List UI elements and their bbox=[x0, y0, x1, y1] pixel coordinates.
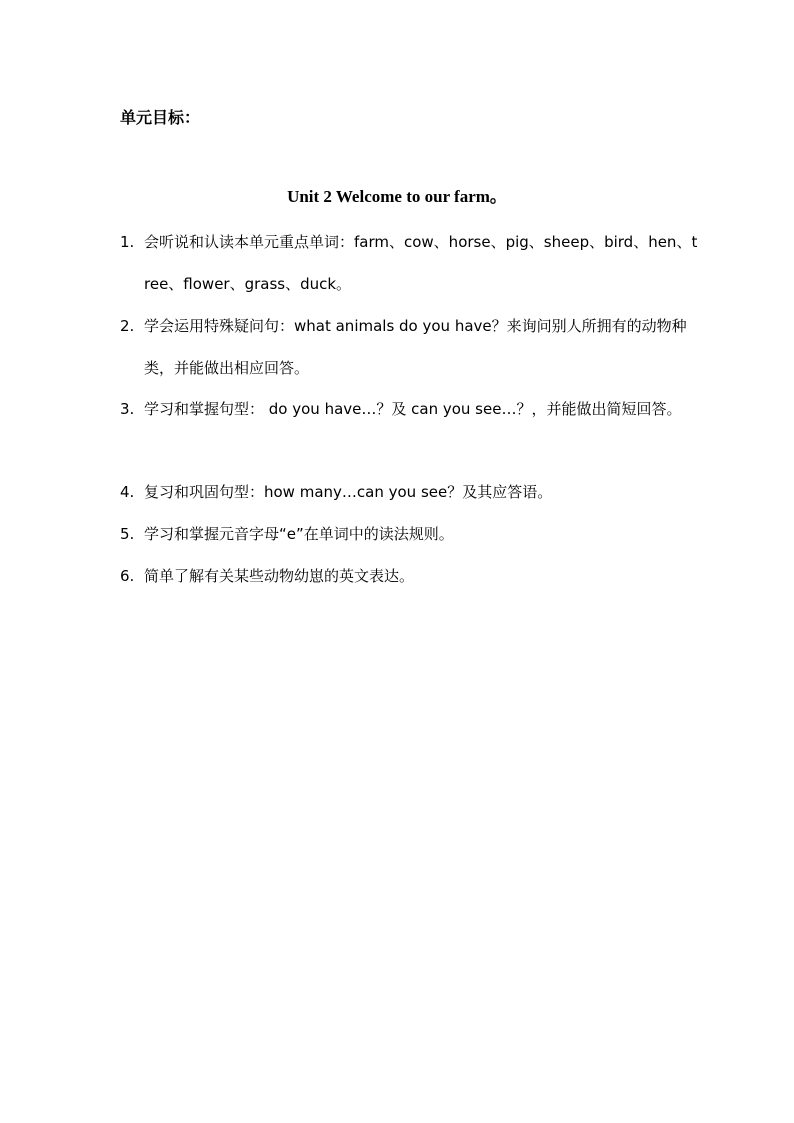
goal-item-5 bbox=[120, 513, 700, 555]
goal-text: 简单了解有关某些动物幼崽的英文表达。 bbox=[144, 567, 415, 585]
section-heading: 单元目标： bbox=[120, 108, 201, 127]
goal-item-1 bbox=[120, 221, 700, 305]
goal-number: 2. bbox=[120, 317, 135, 335]
goal-item-3 bbox=[120, 388, 700, 430]
goal-text: 学习和掌握元音字母“e”在单词中的读法规则。 bbox=[144, 525, 454, 543]
goal-item-4 bbox=[120, 471, 700, 513]
goal-number: 1. bbox=[120, 233, 135, 251]
goal-text: 学习和掌握句型： do you have…？及 can you see…？，并能做出简短回答。 bbox=[144, 400, 682, 418]
goal-text: 复习和巩固句型：how many…can you see？及其应答语。 bbox=[144, 483, 553, 501]
goal-number: 5. bbox=[120, 525, 135, 543]
unit-title: Unit 2 Welcome to our farm。 bbox=[287, 187, 507, 206]
goal-text: 会听说和认读本单元重点单词：farm、cow、horse、pig、sheep、bird、hen、tree、flower、grass、duck。 bbox=[144, 233, 698, 293]
goal-item-2 bbox=[120, 305, 700, 389]
goal-number: 6. bbox=[120, 567, 135, 585]
goal-text: 学会运用特殊疑问句：what animals do you have？来询问别人所拥有的动物种类，并能做出相应回答。 bbox=[144, 317, 687, 377]
goal-item-6 bbox=[120, 555, 700, 597]
goal-number: 3. bbox=[120, 400, 135, 418]
goal-number: 4. bbox=[120, 483, 135, 501]
